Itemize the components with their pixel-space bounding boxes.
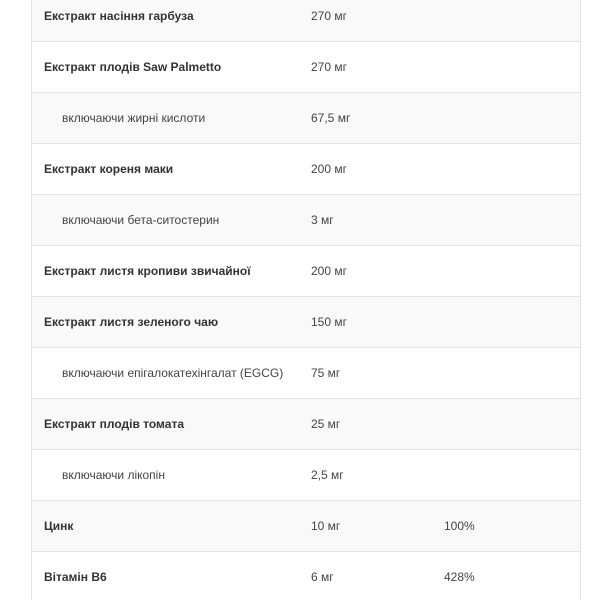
ingredient-subitem-name: включаючи лікопін (62, 468, 165, 482)
ingredient-amount: 10 мг (311, 519, 341, 533)
ingredient-amount: 270 мг (311, 60, 347, 74)
ingredient-name: Екстракт плодів Saw Palmetto (44, 60, 222, 74)
ingredient-amount: 200 мг (311, 162, 347, 176)
table-row (32, 42, 580, 93)
nutrition-table (31, 0, 581, 600)
ingredient-amount: 270 мг (311, 9, 347, 23)
table-row (32, 297, 580, 348)
table-row (32, 501, 580, 552)
table-row (32, 399, 580, 450)
ingredient-subitem-name: включаючи епігалокатехінгалат (EGCG) (62, 366, 284, 380)
ingredient-amount: 6 мг (311, 570, 334, 584)
ingredient-name: Вітамін B6 (44, 570, 107, 584)
ingredient-name: Екстракт кореня маки (44, 162, 174, 176)
ingredient-name: Екстракт плодів томата (44, 417, 185, 431)
table-row (32, 0, 580, 42)
ingredient-amount: 200 мг (311, 264, 347, 278)
table-row (32, 195, 580, 246)
table-row (32, 450, 580, 501)
ingredient-amount: 150 мг (311, 315, 347, 329)
ingredient-name: Екстракт листя кропиви звичайної (44, 264, 251, 278)
ingredient-amount: 67,5 мг (311, 111, 351, 125)
ingredient-name: Екстракт насіння гарбуза (44, 9, 194, 23)
ingredient-daily-value: 100% (444, 519, 475, 533)
ingredient-subitem-name: включаючи бета-ситостерин (62, 213, 220, 227)
table-row (32, 93, 580, 144)
table-row (32, 552, 580, 600)
ingredient-amount: 25 мг (311, 417, 341, 431)
ingredient-amount: 75 мг (311, 366, 341, 380)
ingredient-subitem-name: включаючи жирні кислоти (62, 111, 206, 125)
ingredient-daily-value: 428% (444, 570, 475, 584)
ingredient-name: Екстракт листя зеленого чаю (44, 315, 219, 329)
ingredient-amount: 3 мг (311, 213, 334, 227)
table-row (32, 246, 580, 297)
ingredient-name: Цинк (44, 519, 74, 533)
ingredient-amount: 2,5 мг (311, 468, 344, 482)
table-row (32, 348, 580, 399)
table-row (32, 144, 580, 195)
